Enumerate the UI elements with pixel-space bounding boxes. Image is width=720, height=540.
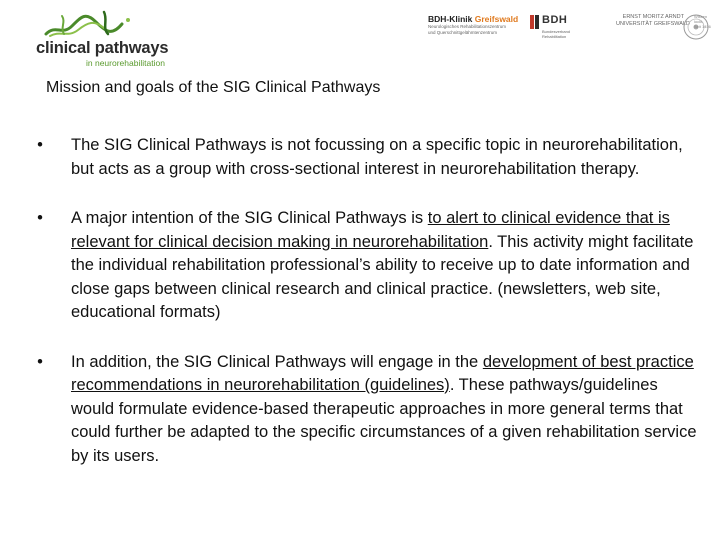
- seal-text: [694, 14, 711, 29]
- bullet-item: [30, 351, 700, 469]
- university-line-1: ERNST MORITZ ARNDT: [622, 14, 684, 20]
- slide-title: Mission and goals of the SIG Clinical Pathways: [46, 79, 381, 96]
- bdh-logo: [530, 14, 594, 44]
- bdh-line-2: und Querschnittgelähmtenzentrum: [428, 29, 498, 35]
- seal-line-3: Seit 1456: [694, 24, 711, 29]
- seal-line-2: lockt.: [694, 19, 704, 24]
- bdh-mark-icon: [530, 15, 540, 29]
- university-logo: [616, 14, 690, 44]
- bullet-marker: •: [37, 209, 43, 227]
- university-line-2: UNIVERSITÄT GREIFSWALD: [616, 21, 690, 27]
- bullet-marker: •: [37, 136, 43, 154]
- bdh-name-accent: Greifswald: [474, 14, 519, 24]
- bullet-text-after: . This activity might facilitate the individual rehabilitation professional’s ability to receive up to date information and close gaps between clinical research and clinical practice. (newsletters, web site, educational formats): [71, 232, 694, 321]
- seal-line-1: Wissen: [694, 14, 708, 19]
- bdh2-line-1: Bundesverband: [542, 29, 571, 34]
- bullet-underlined-text: development of best practice recommendations in neurorehabilitation (guidelines): [71, 352, 694, 394]
- pathway-swirl-icon: [42, 6, 152, 40]
- bullet-underlined-text: to alert to clinical evidence that is relevant for clinical decision making in neurorehabilitation: [71, 209, 670, 251]
- bullet-text: In addition, the SIG Clinical Pathways will engage in the: [71, 352, 483, 371]
- bullet-item: [30, 207, 700, 325]
- bdh-line-1: Neurologisches Rehabilitationszentrum: [428, 24, 507, 29]
- logo-title: clinical pathways: [36, 39, 169, 57]
- logo-subtitle: in neurorehabilitation: [86, 58, 165, 68]
- bdh-text: BDH: [542, 14, 568, 26]
- bullet-text-after: . These pathways/guidelines would formulate evidence-based therapeutic approaches in more general terms that could further be adapted to the specific circumstances of a given rehabilitation service by its users.: [71, 376, 697, 465]
- bullet-item: [30, 134, 700, 181]
- bullet-list: [30, 134, 700, 494]
- bullet-marker: •: [37, 352, 43, 371]
- clinical-pathways-logo: [32, 6, 169, 68]
- bullet-text: A major intention of the SIG Clinical Pathways is: [71, 209, 428, 227]
- bdh-klinik-logo: [428, 14, 528, 48]
- bdh-klinik-name: [428, 14, 528, 24]
- bdh2-line-2: Rehabilitation: [542, 34, 567, 39]
- bdh-name-prefix: BDH-Klinik: [428, 14, 475, 24]
- bullet-text: The SIG Clinical Pathways is not focussing on a specific topic in neurorehabilitation, but acts as a group with cross-sectional interest in neurorehabilitation therapy.: [71, 136, 683, 178]
